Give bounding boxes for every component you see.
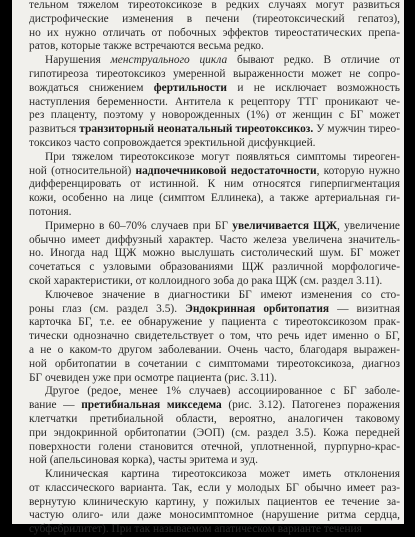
book-page [12,0,404,536]
text-run: наступления беременности. Антитела к рецептору ТТГ проникают че- [29,95,400,108]
text-run: а не о каком-то другом заболевании. Очень часто, благодаря выражен- [29,343,400,356]
text-line [29,358,400,372]
text-line [29,330,400,344]
text-run: ской характеристики, от коллоидного зоба до рака ЩЖ (см. раздел 3.11). [29,274,383,287]
text-run: гипотиреоза тиреотоксикоз умеренной выраженности может не сопро- [29,67,400,80]
text-run: при эндокринной орбитопатии (ЭОП) (см. раздел 3.5). Кожа передней [29,426,400,439]
italic-term: менструального цикла [110,54,228,67]
bold-term: претибиальная микседема [81,399,222,412]
text-run: поверхности голени становится отечной, уплотненной, пурпурно-крас- [29,440,400,453]
text-run: развиться [29,123,80,136]
text-run: вернутую клиническую картину, у пожилых пациентов ее течение за- [29,495,400,508]
text-run: ной (относительной) [29,164,136,177]
bold-term: Эндокринная орбитопатия [185,302,330,315]
text-run: ной (апельсиновая корка), часты эритема и зуд. [29,454,258,467]
text-run: токсикоз часто сопровождается эректильной дисфункцией. [29,136,316,149]
text-run: ной орбитопатии в сочетании с симптомами тиреотоксикоза, диагноз [29,357,400,370]
text-line [29,468,400,482]
paragraph [29,0,400,54]
text-line [29,137,400,151]
text-line [29,96,400,110]
text-run: При тяжелом тиреотоксикозе могут появляться симптомы тиреоген- [45,150,400,163]
text-run: клетчатки претибиальной области, вероятно, аналогичен таковому [29,412,400,425]
text-run: частую олиго- или даже моносимптомное (нарушение ритма сердца, [29,509,400,522]
text-run: карточка БГ, т.е. ее обнаружение у пациента с тиреотоксикозом прак- [29,316,400,329]
paragraph [29,220,400,289]
text-line [29,454,400,468]
text-line [29,82,400,96]
text-line [29,123,400,137]
text-line [29,523,400,537]
text-line [29,496,400,510]
text-run: сочетаться с узловыми образованиями ЩЖ различной морфологиче- [29,261,400,274]
text-run: роны глаз (см. раздел 3.5). [29,302,186,315]
text-run: но. Иногда над ЩЖ можно выслушать систолический шум. БГ может [29,247,400,260]
text-run: БГ очевиден уже при осмотре пациента (рис. 3.11). [29,371,277,384]
paragraph [29,151,400,220]
text-line [29,275,400,289]
text-line [29,399,400,413]
text-line [29,13,400,27]
text-run: Другое (редое, менее 1% случаев) ассоциированное с БГ заболе- [45,385,400,398]
text-line [29,151,400,165]
text-run: потония. [29,205,72,218]
text-run: и не исключает возможность [226,81,401,94]
text-run: , которую нужно [316,164,401,177]
text-line [29,109,400,123]
text-line [29,344,400,358]
paragraph [29,385,400,468]
text-line [29,27,400,41]
text-run: , увеличение [337,219,400,232]
text-line [29,427,400,441]
text-run: бывают редко. В отличие от [227,54,400,67]
text-line [29,413,400,427]
text-line [29,178,400,192]
text-run: но их нужно отличать от побочных эффектов тиреостатических препа- [29,26,400,39]
text-run: субфебрилитет). При так называемом апатическом варианте течения [29,523,362,536]
text-run: Клиническая картина тиреотоксикоза может иметь отклонения [45,468,400,481]
text-run: от классического варианта. Так, если у молодых БГ обычно имеет раз- [29,481,400,494]
text-run: — визитная [329,302,400,315]
text-line [29,234,400,248]
text-run: тельном тяжелом тиреотоксикозе в редких случаях могут развиться [29,0,400,11]
text-run: ратов, которые также встречаются весьма редко. [29,40,264,53]
text-line [29,261,400,275]
text-line [29,303,400,317]
text-line [29,40,400,54]
text-run: вание — [29,399,82,412]
text-line [29,509,400,523]
text-line [29,165,400,179]
bold-term: транзиторный неонатальный тиреотоксикоз. [79,123,314,136]
text-line [29,316,400,330]
text-run: кожи, особенно на лице (симптом Еллинека), а также артериальная ги- [29,192,400,205]
text-run: обычно имеет диффузный характер. Часто железа увеличена значитель- [29,233,400,246]
text-line [29,54,400,68]
text-line [29,206,400,220]
text-run: (рис. 3.12). Патогенез поражения [221,399,400,412]
text-line [29,220,400,234]
text-run: Ключевое значение в диагностики БГ имеют изменения со сто- [45,288,400,301]
text-line [29,0,400,13]
text-run: У мужчин тирео- [313,123,400,136]
paragraph [29,54,400,151]
text-line [29,372,400,386]
text-line [29,441,400,455]
bold-term: фертильности [153,81,227,94]
text-line [29,68,400,82]
paragraph [29,289,400,386]
text-line [29,482,400,496]
text-run: Примерно в 60–70% случаев при БГ [45,219,233,232]
bold-term: увеличивается ЩЖ [232,219,338,232]
paragraph [29,468,400,537]
text-run: дифференцировать от истинной. К ним относятся гиперпигментация [29,178,400,191]
text-line [29,289,400,303]
page-text [29,0,400,537]
text-line [29,192,400,206]
bold-term: надпочечниковой недостаточности [135,164,317,177]
text-run: рез плаценту, поэтому у новорожденных (1%) от женщин с БГ может [29,109,400,122]
text-line [29,247,400,261]
text-run: дистрофические изменения в печени (тиреотоксический гепатоз), [29,12,400,25]
text-run: вождаться снижением [29,81,154,94]
text-run: Нарушения [45,54,111,67]
text-line [29,385,400,399]
text-run: тически однозначно свидетельствует о том, что речь идет именно о БГ, [29,330,400,343]
